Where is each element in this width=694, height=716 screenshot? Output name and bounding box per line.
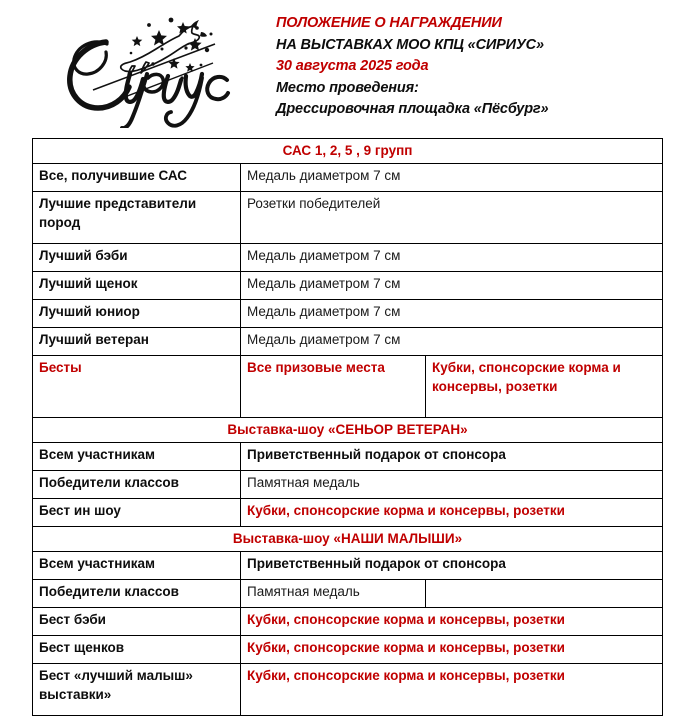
awards-table-wrapper <box>32 138 662 716</box>
row-value: Медаль диаметром 7 см <box>241 164 663 192</box>
row-value-secondary <box>426 580 663 608</box>
row-value: Кубки, спонсорские корма и консервы, розетки <box>241 664 663 716</box>
header-line-4: Место проведения: <box>276 79 419 96</box>
row-label: Лучший бэби <box>33 244 241 272</box>
table-row <box>33 443 663 471</box>
row-value: Все призовые места <box>241 356 426 418</box>
table-section-heading-row <box>33 527 663 552</box>
row-label: Бест щенков <box>33 636 241 664</box>
table-row <box>33 664 663 716</box>
row-label: Все, получившие САС <box>33 164 241 192</box>
row-value: Приветственный подарок от спонсора <box>241 552 663 580</box>
row-label: Лучший ветеран <box>33 328 241 356</box>
row-value: Розетки победителей <box>241 192 663 244</box>
section-heading-cac: САС 1, 2, 5 , 9 групп <box>33 139 663 164</box>
table-row <box>33 636 663 664</box>
row-value: Медаль диаметром 7 см <box>241 328 663 356</box>
table-row <box>33 499 663 527</box>
table-row <box>33 272 663 300</box>
table-section-heading-row <box>33 418 663 443</box>
row-label: Победители классов <box>33 471 241 499</box>
table-row-bests <box>33 356 663 418</box>
table-row <box>33 328 663 356</box>
table-row <box>33 608 663 636</box>
row-label: Лучший щенок <box>33 272 241 300</box>
row-label: Всем участникам <box>33 443 241 471</box>
table-row <box>33 471 663 499</box>
row-value: Медаль диаметром 7 см <box>241 300 663 328</box>
row-label: Лучшие представители пород <box>33 192 241 244</box>
row-label: Бест «лучший малыш» выставки» <box>33 664 241 716</box>
header-line-3: 30 августа 2025 года <box>276 58 429 74</box>
table-row <box>33 300 663 328</box>
sirius-logo-icon <box>31 8 241 128</box>
table-row <box>33 192 663 244</box>
row-value: Кубки, спонсорские корма и консервы, розетки <box>241 636 663 664</box>
row-label: Бесты <box>33 356 241 418</box>
row-value-secondary: Кубки, спонсорские корма и консервы, розетки <box>426 356 663 418</box>
row-value: Памятная медаль <box>241 471 663 499</box>
table-section-heading-row <box>33 139 663 164</box>
awards-table <box>32 138 663 716</box>
header-line-5: Дрессировочная площадка «Пёсбург» <box>276 101 549 117</box>
row-value: Приветственный подарок от спонсора <box>241 443 663 471</box>
row-label: Всем участникам <box>33 552 241 580</box>
header-line-2: НА ВЫСТАВКАХ МОО КПЦ «СИРИУС» <box>276 36 544 53</box>
row-value: Медаль диаметром 7 см <box>241 244 663 272</box>
table-row <box>33 244 663 272</box>
document-header <box>0 0 694 136</box>
section-heading-senior-veteran: Выставка-шоу «СЕНЬОР ВЕТЕРАН» <box>33 418 663 443</box>
row-label: Бест ин шоу <box>33 499 241 527</box>
row-value: Памятная медаль <box>241 580 426 608</box>
header-title-block <box>272 0 694 121</box>
table-row <box>33 552 663 580</box>
row-label: Лучший юниор <box>33 300 241 328</box>
section-heading-nashi-malyshi: Выставка-шоу «НАШИ МАЛЫШИ» <box>33 527 663 552</box>
row-label: Бест бэби <box>33 608 241 636</box>
row-value: Кубки, спонсорские корма и консервы, розетки <box>241 499 663 527</box>
table-row <box>33 164 663 192</box>
sirius-logo <box>0 0 272 136</box>
table-row <box>33 580 663 608</box>
header-line-1: ПОЛОЖЕНИЕ О НАГРАЖДЕНИИ <box>276 15 502 31</box>
row-label: Победители классов <box>33 580 241 608</box>
row-value: Кубки, спонсорские корма и консервы, розетки <box>241 608 663 636</box>
row-value: Медаль диаметром 7 см <box>241 272 663 300</box>
